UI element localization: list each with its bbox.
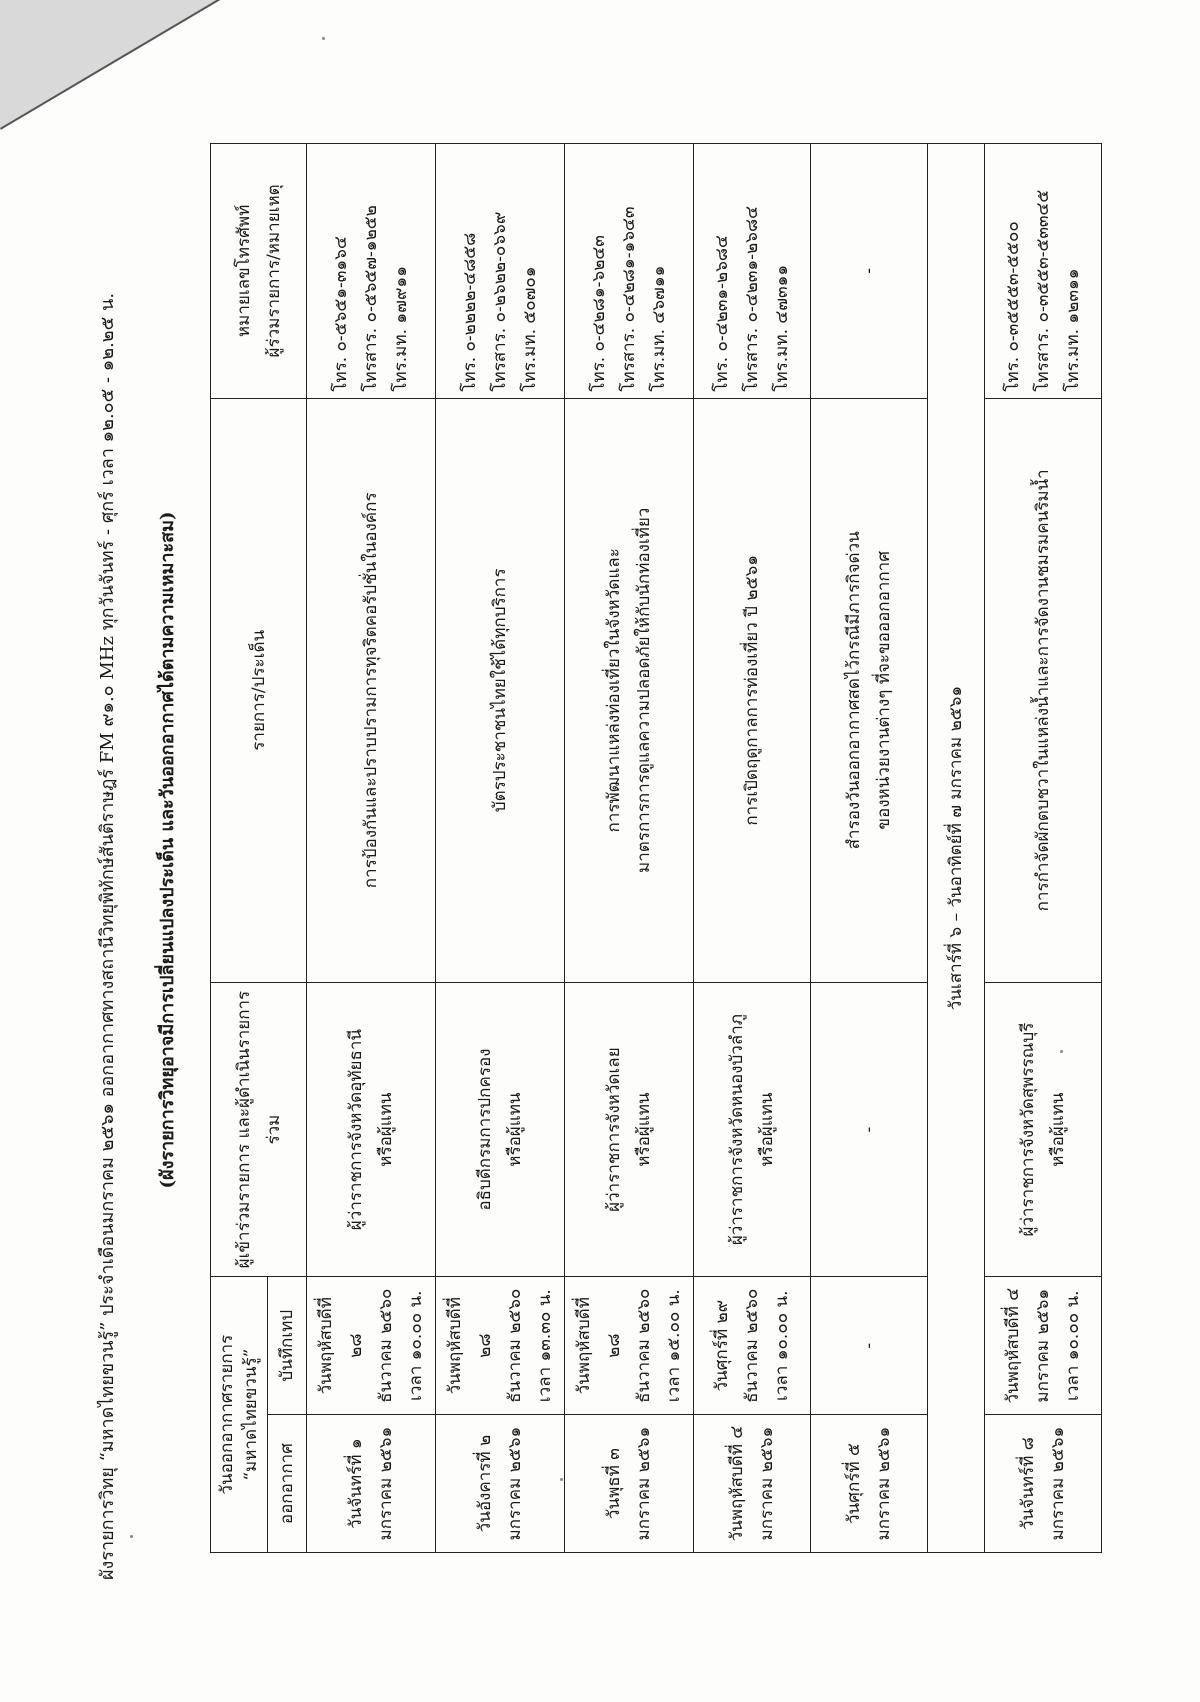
air-date-cell: วันพฤหัสบดีที่ ๔ มกราคม ๒๕๖๑ — [694, 1415, 811, 1553]
air-date-cell: วันพุธที่ ๓ มกราคม ๒๕๖๑ — [565, 1415, 694, 1553]
air-date-cell: วันศุกร์ที่ ๕ มกราคม ๒๕๖๑ — [811, 1415, 928, 1553]
phone-line: โทร.มท. ๑๗๙๑๑ — [391, 266, 411, 392]
phone-line: โทรสาร. ๐-๕๖๕๗-๑๒๕๒ — [361, 205, 381, 392]
phone-line: โทร. ๐-๔๒๘๑-๖๒๔๓ — [589, 235, 609, 392]
phone-line: โทร.มท. ๑๒๓๑๑ — [1063, 268, 1083, 392]
phone-line: โทร.มท. ๔๖๗๑๑ — [649, 265, 669, 392]
header-title: ผังรายการวิทยุ “มหาดไทยขวนรู้” ประจำเดือนมกราคม ๒๕๖๑ ออกอากาศทางสถานีวิทยุพิทักษ์สันติราษฎร์ FM ๙๑.๐ MHz ทุกวันจันทร์ - ศุกร์ เวลา ๑๒.๐๕ - ๑๒.๒๕ น. — [97, 292, 118, 1580]
record-date-cell: วันพฤหัสบดีที่ ๔ มกราคม ๒๕๖๑ เวลา ๑๐.๐๐ น. — [985, 1277, 1102, 1415]
table-row — [694, 144, 811, 1553]
phone-line: โทร. ๐-๕๖๕๑-๓๑๖๔ — [331, 236, 351, 392]
col-participant: ผู้เข้าร่วมรายการ และผู้ดำเนินรายการร่วม — [211, 982, 307, 1276]
phone-line: - — [859, 267, 879, 274]
air-date-cell: วันจันทร์ที่ ๑ มกราคม ๒๕๖๑ — [307, 1415, 436, 1553]
participant-cell: ผู้ว่าราชการจังหวัดอุทัยธานี หรือผู้แทน — [307, 982, 436, 1276]
phone-line: โทรสาร. ๐-๔๒๘๑-๑๖๔๓ — [619, 206, 639, 392]
phone-line: โทร.มท. ๔๗๓๑๑ — [772, 264, 792, 392]
topic-cell: การเปิดฤดูกาลการท่องเที่ยว ปี ๒๕๖๑ — [694, 398, 811, 982]
phone-cell — [436, 144, 565, 399]
record-date-cell: วันพฤหัสบดีที่ ๒๘ ธันวาคม ๒๕๖๐ เวลา ๑๐.๐๐ น. — [307, 1277, 436, 1415]
record-date-cell: วันพฤหัสบดีที่ ๒๘ ธันวาคม ๒๕๖๐ เวลา ๑๕.๐๐ น. — [565, 1277, 694, 1415]
phone-line: โทรสาร. ๐-๓๕๕๓-๕๓๓๔๕ — [1033, 189, 1053, 392]
topic-cell: การกำจัดผักตบชวาในแหล่งน้ำและการจัดงานชมรมคนริมน้ำ — [985, 398, 1102, 982]
phone-cell — [565, 144, 694, 399]
topic-cell: บัตรประชาชนไทยใช้ได้ทุกบริการ — [436, 398, 565, 982]
phone-line: โทรสาร. ๐-๒๖๒๒-๐๖๖๙ — [490, 211, 510, 392]
table-row — [565, 144, 694, 1553]
col-record: บันทึกเทป — [268, 1277, 307, 1415]
topic-cell: การพัฒนาแหล่งท่องเที่ยวในจังหวัดและ มาตรการการดูแลความปลอดภัยให้กับนักท่องเที่ยว — [565, 398, 694, 982]
table-row — [307, 144, 436, 1553]
participant-cell: ผู้ว่าราชการจังหวัดเลย หรือผู้แทน — [565, 982, 694, 1276]
phone-cell — [985, 144, 1102, 399]
phone-line: โทร.มท. ๕๐๗๐๑ — [520, 266, 540, 392]
table-row — [811, 144, 928, 1553]
header-note: (ผังรายการวิทยุอาจมีการเปลี่ยนแปลงประเด็น และวันออกอากาศได้ตามความเหมาะสม) — [157, 511, 178, 1189]
phone-cell — [694, 144, 811, 399]
table-row — [985, 144, 1102, 1553]
record-date-cell: - — [811, 1277, 928, 1415]
air-date-cell: วันอังคารที่ ๒ มกราคม ๒๕๖๑ — [436, 1415, 565, 1553]
col-phone: หมายเลขโทรศัพท์ ผู้ร่วมรายการ/หมายเหตุ — [211, 144, 307, 399]
col-air: ออกอากาศ — [268, 1415, 307, 1553]
group-header: วันออกอากาศรายการ “มหาดไทยขวนรู้” — [211, 1277, 268, 1553]
topic-cell: การป้องกันและปราบปรามการทุจริตคอรัปชั่นในองค์กร — [307, 398, 436, 982]
participant-cell: ผู้ว่าราชการจังหวัดหนองบัวลำภู หรือผู้แทน — [694, 982, 811, 1276]
weekend-label: วันเสาร์ที่ ๖ – วันอาทิตย์ที่ ๗ มกราคม ๒๕๖๑ — [928, 144, 985, 1553]
phone-cell — [811, 144, 928, 399]
participant-cell: ผู้ว่าราชการจังหวัดสุพรรณบุรี หรือผู้แทน — [985, 982, 1102, 1276]
page-corner-fold — [0, 0, 220, 130]
scan-speck — [322, 37, 325, 40]
table-row — [436, 144, 565, 1553]
record-date-cell: วันพฤหัสบดีที่ ๒๘ ธันวาคม ๒๕๖๐ เวลา ๑๓.๓๐ น. — [436, 1277, 565, 1415]
schedule-table — [210, 143, 1102, 1553]
col-topic: รายการ/ประเด็น — [211, 398, 307, 982]
phone-line: โทร. ๐-๔๒๓๑-๒๖๘๔ — [712, 235, 732, 392]
air-date-cell: วันจันทร์ที่ ๘ มกราคม ๒๕๖๑ — [985, 1415, 1102, 1553]
phone-line: โทร. ๐-๒๒๒๒-๔๘๕๘ — [460, 232, 480, 392]
weekend-row — [928, 144, 985, 1553]
phone-line: โทรสาร. ๐-๔๒๓๑-๒๖๘๔ — [742, 206, 762, 392]
participant-cell: - — [811, 982, 928, 1276]
phone-cell — [307, 144, 436, 399]
phone-line: โทร. ๐-๓๕๕๕๓-๕๕๐๐ — [1003, 221, 1023, 392]
topic-cell: สำรองวันออกอากาศสดไว้กรณีมีภารกิจด่วน ของหน่วยงานต่างๆ ที่จะขอออกอากาศ — [811, 398, 928, 982]
participant-cell: อธิบดีกรมการปกครอง หรือผู้แทน — [436, 982, 565, 1276]
rotated-document — [95, 120, 1105, 1580]
record-date-cell: วันศุกร์ที่ ๒๙ ธันวาคม ๒๕๖๐ เวลา ๑๐.๐๐ น. — [694, 1277, 811, 1415]
